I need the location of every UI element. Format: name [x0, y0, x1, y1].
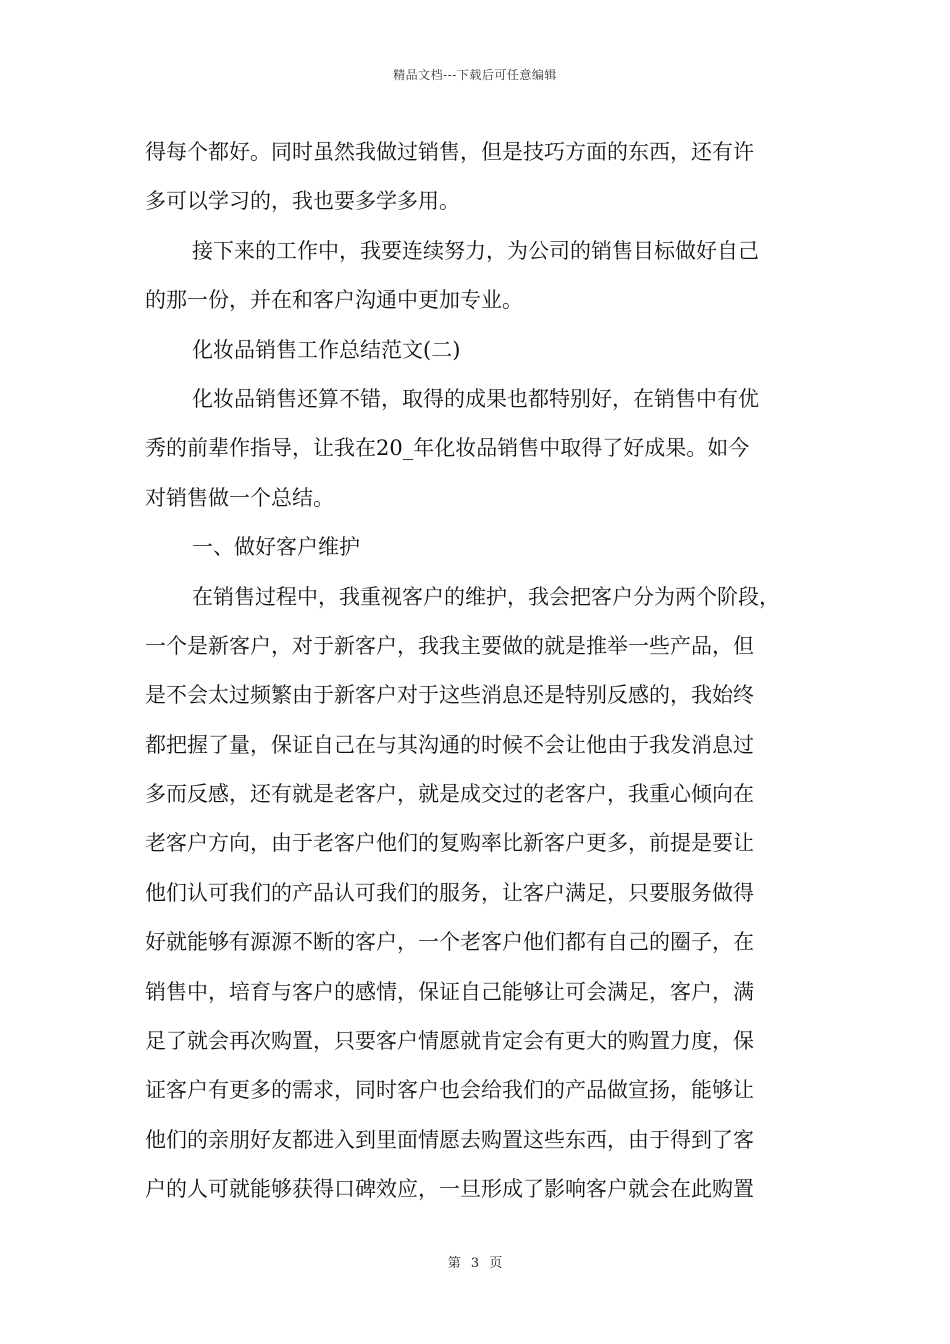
body-line: 是不会太过频繁由于新客户对于这些消息还是特别反感的，我始终 [145, 683, 754, 708]
body-line: 对销售做一个总结。 [145, 485, 334, 510]
body-line: 足了就会再次购置，只要客户情愿就肯定会有更大的购置力度，保 [145, 1029, 754, 1054]
body-line: 一个是新客户，对于新客户，我我主要做的就是推举一些产品，但 [145, 633, 754, 658]
page-header: 精品文档---下载后可任意编辑 [393, 68, 557, 82]
page-number-prefix: 第 [447, 1256, 461, 1271]
page-number-suffix: 页 [489, 1256, 503, 1271]
body-line: 证客户有更多的需求，同时客户也会给我们的产品做宣扬，能够让 [145, 1078, 754, 1103]
body-line: 的那一份，并在和客户沟通中更加专业。 [145, 288, 523, 313]
body-line: 销售中，培育与客户的感情，保证自己能够让可会满足，客户，满 [145, 979, 754, 1004]
body-line: 他们认可我们的产品认可我们的服务，让客户满足，只要服务做得 [145, 880, 754, 905]
section-title: 化妆品销售工作总结范文(二) [192, 337, 461, 362]
body-line: 多可以学习的，我也要多学多用。 [145, 189, 460, 214]
body-line: 好就能够有源源不断的客户，一个老客户他们都有自己的圈子，在 [145, 930, 754, 955]
paragraph-start: 接下来的工作中，我要连续努力，为公司的销售目标做好自己 [192, 238, 759, 263]
body-line: 多而反感，还有就是老客户，就是成交过的老客户，我重心倾向在 [145, 782, 754, 807]
page-footer [0, 1252, 950, 1271]
body-line: 他们的亲朋好友都进入到里面情愿去购置这些东西，由于得到了客 [145, 1127, 754, 1152]
body-line: 老客户方向，由于老客户他们的复购率比新客户更多，前提是要让 [145, 831, 754, 856]
paragraph-start: 在销售过程中，我重视客户的维护，我会把客户分为两个阶段， [192, 584, 780, 609]
body-line: 户的人可就能够获得口碑效应，一旦形成了影响客户就会在此购置 [145, 1177, 754, 1202]
body-line: 得每个都好。同时虽然我做过销售，但是技巧方面的东西，还有许 [145, 140, 754, 164]
document-body [145, 128, 810, 1215]
page-number: 3 [470, 1256, 480, 1271]
paragraph-start: 化妆品销售还算不错，取得的成果也都特别好，在销售中有优 [192, 386, 759, 411]
body-line: 秀的前辈作指导，让我在20_年化妆品销售中取得了好成果。如今 [145, 436, 750, 461]
body-line: 都把握了量，保证自己在与其沟通的时候不会让他由于我发消息过 [145, 732, 754, 757]
section-heading: 一、做好客户维护 [192, 535, 360, 560]
